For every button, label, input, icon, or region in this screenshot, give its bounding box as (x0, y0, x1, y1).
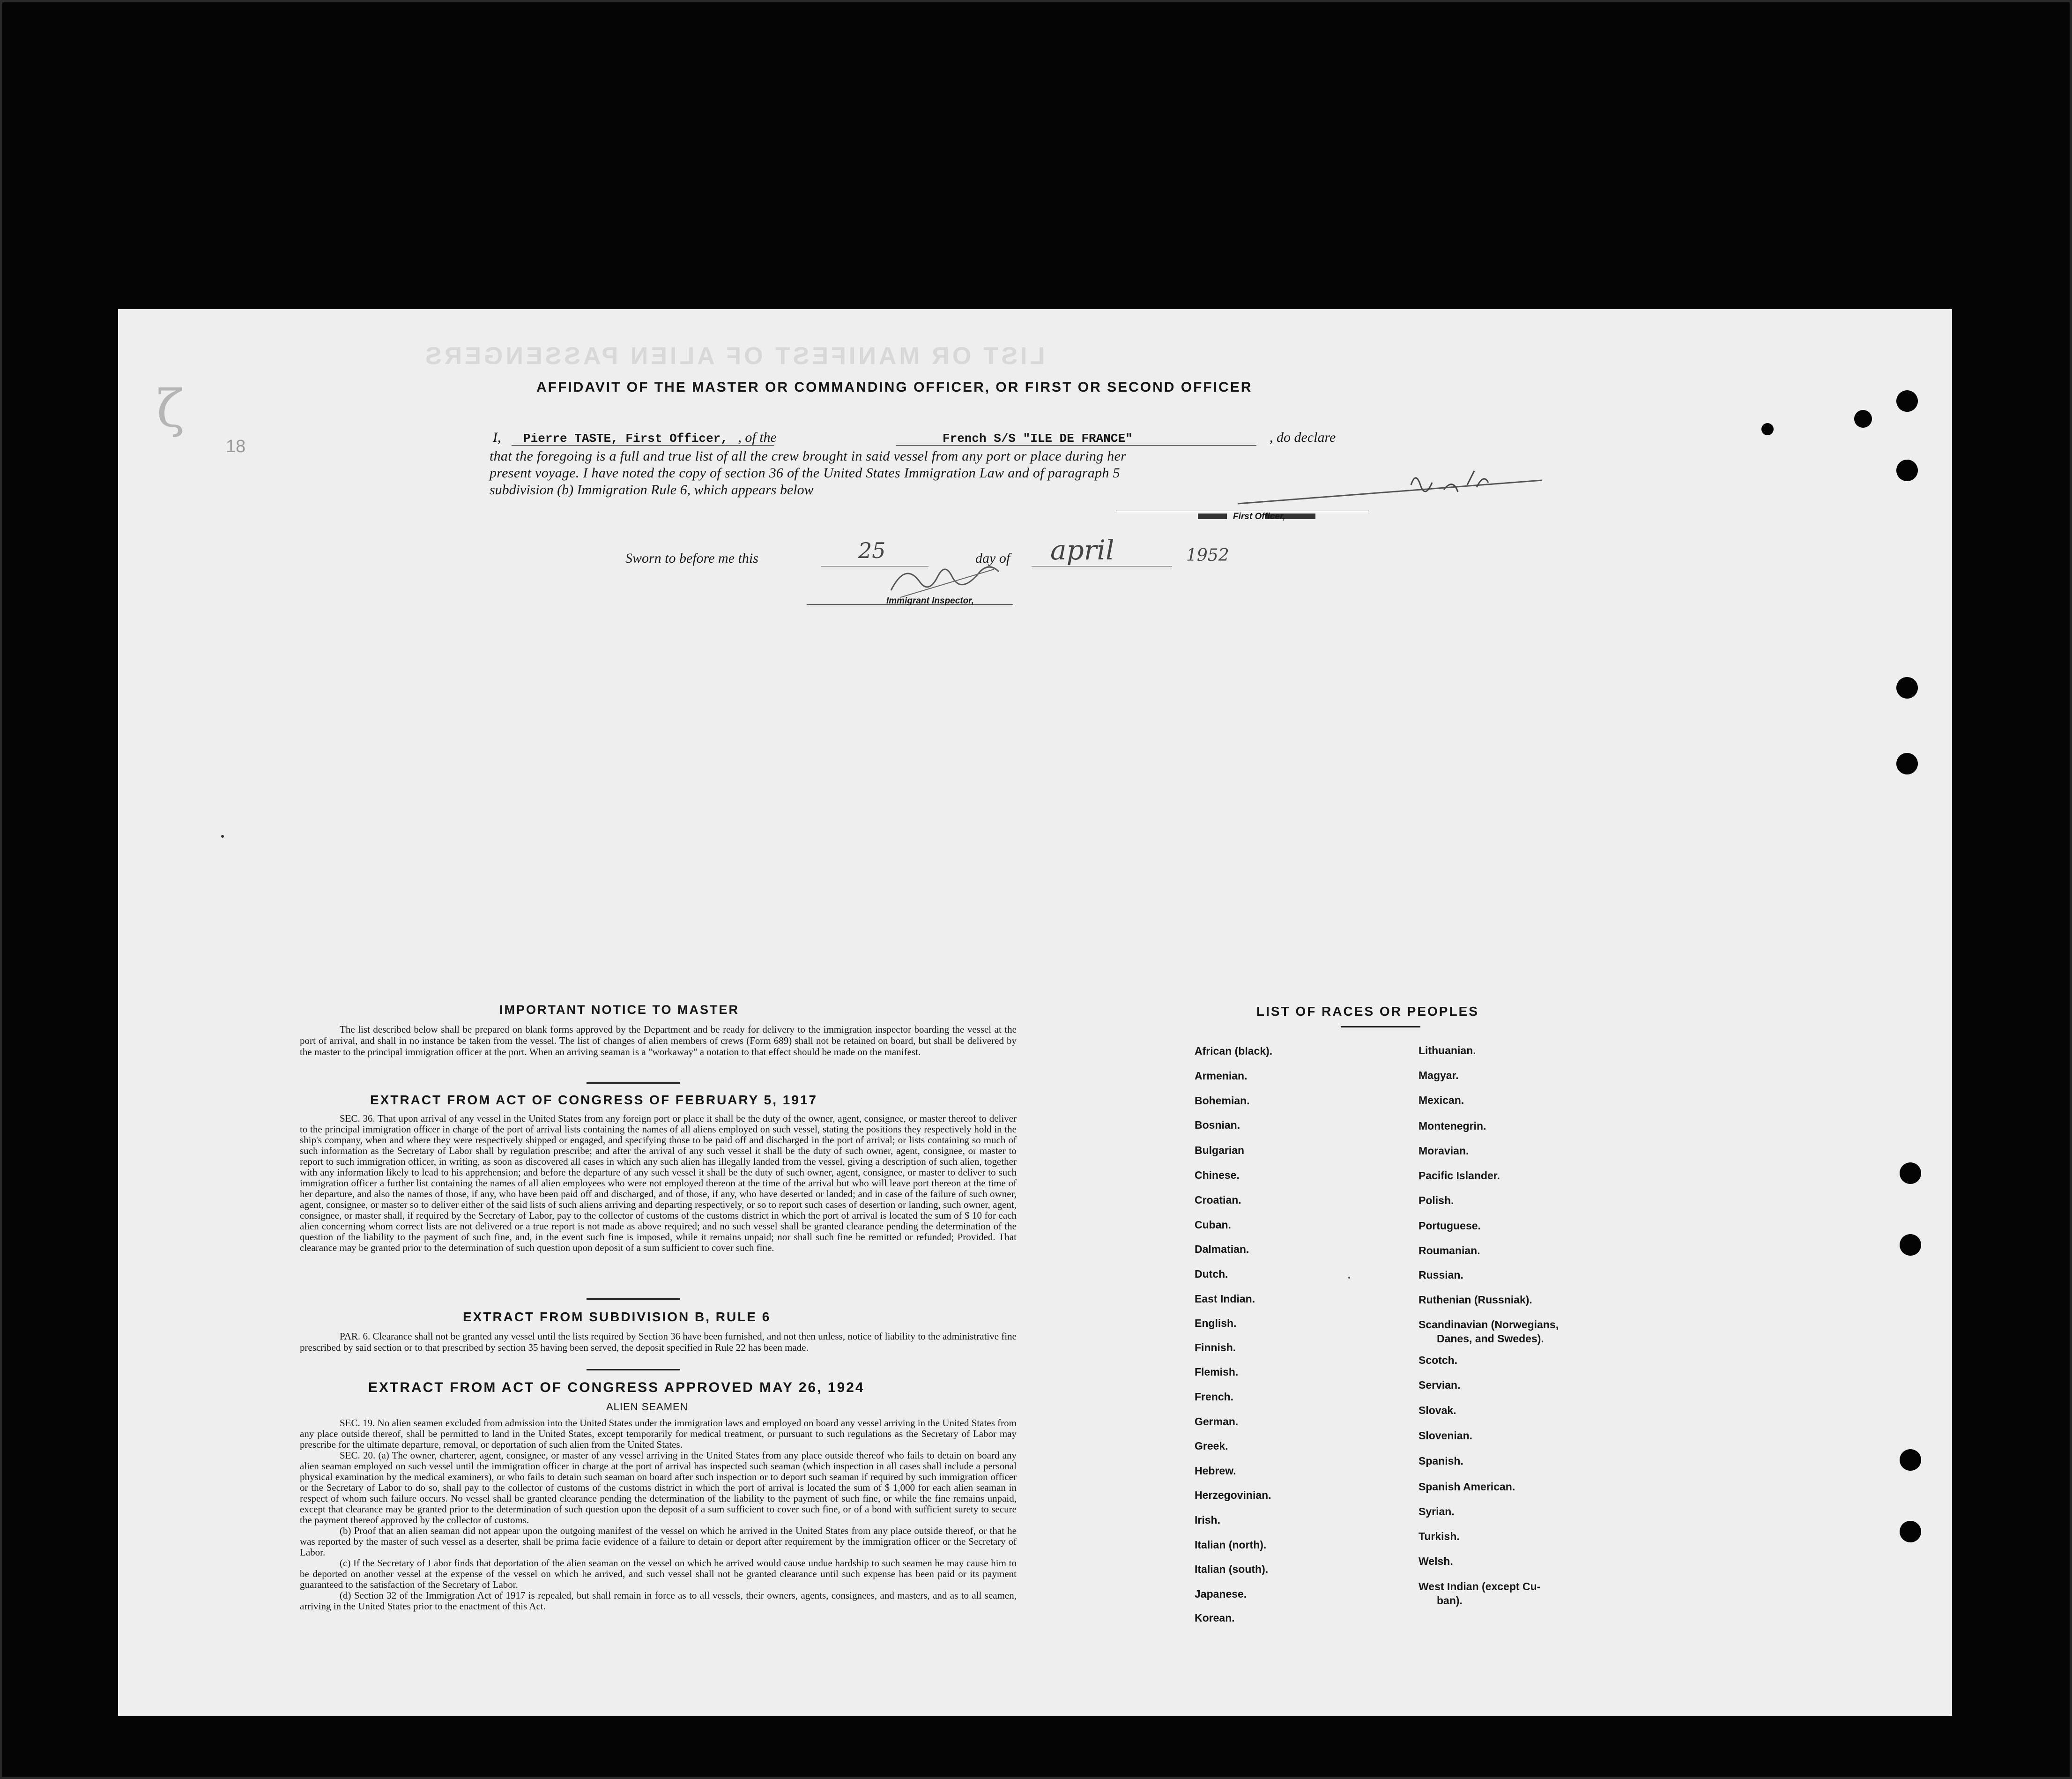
binder-hole (1900, 1162, 1921, 1184)
race-item: Ruthenian (Russniak). (1418, 1294, 1532, 1306)
binder-hole (1896, 677, 1918, 699)
affidavit-body-line-3: subdivision (b) Immigration Rule 6, which appears below (490, 482, 814, 498)
sworn-prefix: Sworn to before me this (625, 551, 758, 566)
race-item: Roumanian. (1418, 1244, 1480, 1257)
race-item: Slovak. (1418, 1404, 1456, 1416)
race-item: Syrian. (1418, 1505, 1455, 1518)
race-item: Welsh. (1418, 1555, 1453, 1567)
race-item: Hebrew. (1195, 1465, 1236, 1477)
race-item: Cuban. (1195, 1219, 1231, 1231)
race-item: Lithuanian. (1418, 1044, 1476, 1057)
vessel-underline (896, 445, 1256, 446)
race-item: Scandinavian (Norwegians, (1418, 1318, 1559, 1331)
sworn-year: 1952 (1186, 546, 1229, 565)
act-1924-sec19: SEC. 19. No alien seamen excluded from admission into the United States under the immigration laws and employed on board any vessel arriving in the United States from any place outside thereof, shall be permitted to land in the United States, except temporarily for medical treatment, or pursuant to such regulations as the Secretary of Labor may prescribe for the ultimate departure, removal, or deportation of such alien from the United States. (300, 1417, 1017, 1450)
act-1924-sec20c: (c) If the Secretary of Labor finds that deportation of the alien seaman on the vessel on which he arrived would cause undue hardship to such seamen he may cause him to be deported on another vessel at the expense of the vessel on which he arrived, and such vessel shall not be granted clearance until such expense has been paid or its payment guaranteed to the satisfaction of the Secretary of Labor. (300, 1557, 1017, 1590)
race-item: Bulgarian (1195, 1144, 1245, 1156)
race-item: English. (1195, 1317, 1237, 1329)
affidavit-declaration-line (493, 430, 777, 446)
race-item: Dalmatian. (1195, 1243, 1249, 1255)
race-item: African (black). (1195, 1045, 1273, 1057)
race-item: ban). (1437, 1594, 1463, 1607)
race-item: Spanish American. (1418, 1481, 1515, 1493)
race-item: Pacific Islander. (1418, 1169, 1500, 1182)
race-item: Russian. (1418, 1269, 1463, 1281)
notice-divider (587, 1082, 680, 1084)
rule-6-text: PAR. 6. Clearance shall not be granted any vessel until the lists required by Section 36 have been furnished, and not then unless, notice of liability to the administrative fine prescribed by said section or to that prescribed by section 35 having been served, the deposit specified in Rule 22 has been made. (300, 1331, 1017, 1353)
race-item: Chinese. (1195, 1169, 1240, 1181)
inspector-label: Immigrant Inspector, (886, 596, 974, 606)
vessel-name: French S/S "ILE DE FRANCE" (943, 432, 1133, 446)
race-item: Mexican. (1418, 1094, 1464, 1106)
act-1917-text: SEC. 36. That upon arrival of any vessel in the United States from any foreign port or place it shall be the duty of the owner, agent, consignee, or master thereof to deliver to the principal immigration officer in charge of the port of arrival lists containing the names of all aliens employed on such vessel, stating the positions they respectively hold in the ship's company, when and where they were respectively shipped or engaged, and specifying those to be paid off and discharged in the port of arrival; or lists containing so much of such information as the Secretary of Labor shall by regulation prescribe; and after the arrival of any such vessel it shall be the duty of such owner, agent, consignee, or master to report to such immigration officer, in writing, as soon as discovered all cases in which any such alien has illegally landed from the vessel, giving a description of such alien, together with any information likely to lead to his apprehension; and before the departure of any such vessel it shall be the duty of such owner, agent, consignee, or master to deliver to such immigration officer a further list containing the names of all alien employees who were not employed thereon at the time of the arrival but who will leave port thereon at the time of her departure, and also the names of those, if any, who have been paid off and discharged, and of those, if any, who have deserted or landed; and in case of the failure of such owner, agent, consignee, or master so to deliver either of the said lists of such aliens arriving and departing respectively, or so to report such cases of desertion or landing, such owner, agent, consignee, or master shall, if required by the Secretary of Labor, pay to the collector of customs of the customs district in which the port of arrival is located the sum of $ 10 for each alien concerning whom correct lists are not delivered or a true report is not made as above required; and no such vessel shall be granted clearance pending the determination of the question of the liability to the payment of such fine, and, in the event such fine is imposed, while it remains unpaid; nor shall such fine be remitted or refunded; Provided. That clearance may be granted prior to the determination of such question upon deposit of a sum sufficient to cover such fine. (300, 1113, 1017, 1253)
races-divider (1341, 1026, 1420, 1027)
margin-number: 18 (226, 437, 246, 456)
race-item: West Indian (except Cu- (1418, 1580, 1541, 1593)
act-1924-title: EXTRACT FROM ACT OF CONGRESS APPROVED MAY 26, 1924 (368, 1380, 865, 1395)
act-1924-sec20d: (d) Section 32 of the Immigration Act of 1917 is repealed, but shall remain in force as to all vessels, their owners, agents, consignees, and masters, and as to all seamen, arriving in the United States prior to the enactment of this Act. (300, 1590, 1017, 1612)
binder-hole (1761, 423, 1774, 435)
race-item: Danes, and Swedes). (1437, 1332, 1544, 1345)
affidavit-i: I, (493, 430, 501, 445)
affidavit-title: AFFIDAVIT OF THE MASTER OR COMMANDING OFFICER, OR FIRST OR SECOND OFFICER (536, 380, 1253, 395)
race-item: Italian (south). (1195, 1563, 1269, 1575)
race-item: Irish. (1195, 1514, 1220, 1526)
race-item: Greek. (1195, 1440, 1228, 1452)
affidavit-body-line-2: present voyage. I have noted the copy of section 36 of the United States Immigration Law and of paragraph 5 (490, 465, 1120, 481)
act-1924-text (300, 1418, 1017, 1612)
officer-signature (1233, 466, 1552, 513)
binder-hole (1900, 1449, 1921, 1471)
affidavit-declare: , do declare (1270, 430, 1336, 445)
race-item: Japanese. (1195, 1588, 1247, 1600)
binder-hole (1896, 753, 1918, 774)
notice-title: IMPORTANT NOTICE TO MASTER (499, 1003, 739, 1017)
race-item: East Indian. (1195, 1293, 1255, 1305)
race-item: Herzegovinian. (1195, 1489, 1271, 1501)
race-item: Flemish. (1195, 1366, 1239, 1378)
document-page (118, 309, 1952, 1716)
race-item: German. (1195, 1415, 1239, 1428)
binder-hole (1900, 1234, 1921, 1256)
binder-hole (1900, 1521, 1921, 1542)
binder-hole (1896, 390, 1918, 412)
race-item: French. (1195, 1391, 1234, 1403)
affidavit-body-line-1: that the foregoing is a full and true list of all the crew brought in said vessel from any port or place during her (490, 448, 1127, 464)
margin-pencil-mark: ζ (156, 379, 185, 439)
officer-name: Pierre TASTE, First Officer, (523, 432, 728, 446)
speck (1348, 1277, 1350, 1279)
race-item: Croatian. (1195, 1194, 1241, 1206)
binder-hole (1854, 410, 1872, 428)
notice-text: The list described below shall be prepared on blank forms approved by the Department and be ready for delivery to the immigration inspector boarding the vessel at the port of arrival, and shall in no instance be taken from the vessel. The list of changes of alien members of crews (Form 689) shall not be retained on board, but shall be delivered by the master to the principal immigration officer at the port. When an arriving seaman is a "workaway" a notation to that effect should be made on the manifest. (300, 1024, 1017, 1057)
officer-line-label: First Officer, (1233, 512, 1285, 521)
race-item: Finnish. (1195, 1341, 1236, 1354)
sworn-month: april (1050, 534, 1114, 566)
race-item: Portuguese. (1418, 1220, 1481, 1232)
bleed-through-text: LIST OR MANIFEST OF ALIEN PASSENGERS (423, 342, 1045, 370)
race-item: Spanish. (1418, 1455, 1463, 1467)
sworn-day: 25 (858, 538, 886, 563)
race-item: Slovenian. (1418, 1429, 1473, 1442)
rule-6-title: EXTRACT FROM SUBDIVISION B, RULE 6 (463, 1310, 771, 1324)
officer-line-strike (1198, 514, 1227, 519)
act-1924-subtitle: ALIEN SEAMEN (606, 1401, 688, 1413)
speck (221, 835, 224, 838)
name-underline (512, 445, 774, 446)
race-item: Montenegrin. (1418, 1120, 1486, 1132)
race-item: Scotch. (1418, 1354, 1458, 1366)
act-1924-sec20a: SEC. 20. (a) The owner, charterer, agent, consignee, or master of any vessel arriving in the United States from any place outside thereof who fails to detain on board any alien seaman employed on such vessel until the immigration officer in charge at the port of arrival has inspected such seaman (which inspection in all cases shall include a personal physical examination by the medical examiners), or who fails to detain such seaman on board after such inspection or to deport such seaman if required by such immigration officer or the Secretary of Labor to do so, shall pay to the collector of customs of the customs district in which the port of arrival is located the sum of $ 1,000 for each alien seaman in respect of whom such failure occurs. No vessel shall be granted clearance pending the determination of the liability to the payment of such fine, or while the fine remains unpaid, except that clearance may be granted prior to the determination of such question upon the deposit of a sum sufficient to cover such fine, or of a bond with sufficient surety to secure the payment thereof approved by the collector of customs. (300, 1450, 1017, 1526)
sworn-day-of: day of (975, 551, 1010, 566)
race-item: Korean. (1195, 1612, 1235, 1624)
race-item: Moravian. (1418, 1145, 1469, 1157)
act-1917-title: EXTRACT FROM ACT OF CONGRESS OF FEBRUARY 5, 1917 (370, 1093, 818, 1107)
race-item: Magyar. (1418, 1069, 1459, 1081)
race-item: Italian (north). (1195, 1539, 1267, 1551)
races-title: LIST OF RACES OR PEOPLES (1256, 1004, 1479, 1019)
race-item: Turkish. (1418, 1530, 1460, 1542)
binder-hole (1896, 460, 1918, 481)
affidavit-of-the: , of the (738, 430, 777, 445)
act-1917-divider (587, 1298, 680, 1300)
race-item: Polish. (1418, 1194, 1454, 1206)
rule-6-divider (587, 1369, 680, 1370)
race-item: Dutch. (1195, 1268, 1228, 1280)
race-item: Servian. (1418, 1379, 1461, 1391)
race-item: Bosnian. (1195, 1119, 1240, 1131)
act-1924-sec20b: (b) Proof that an alien seaman did not appear upon the outgoing manifest of the vessel on which he arrived in the United States from any place outside thereof, or that he was reported by the master of such vessel as a deserter, shall be prima facie evidence of a failure to detain or deport after requirement by the immigration officer or the Secretary of Labor. (300, 1525, 1017, 1558)
race-item: Armenian. (1195, 1070, 1248, 1082)
race-item: Bohemian. (1195, 1094, 1250, 1107)
